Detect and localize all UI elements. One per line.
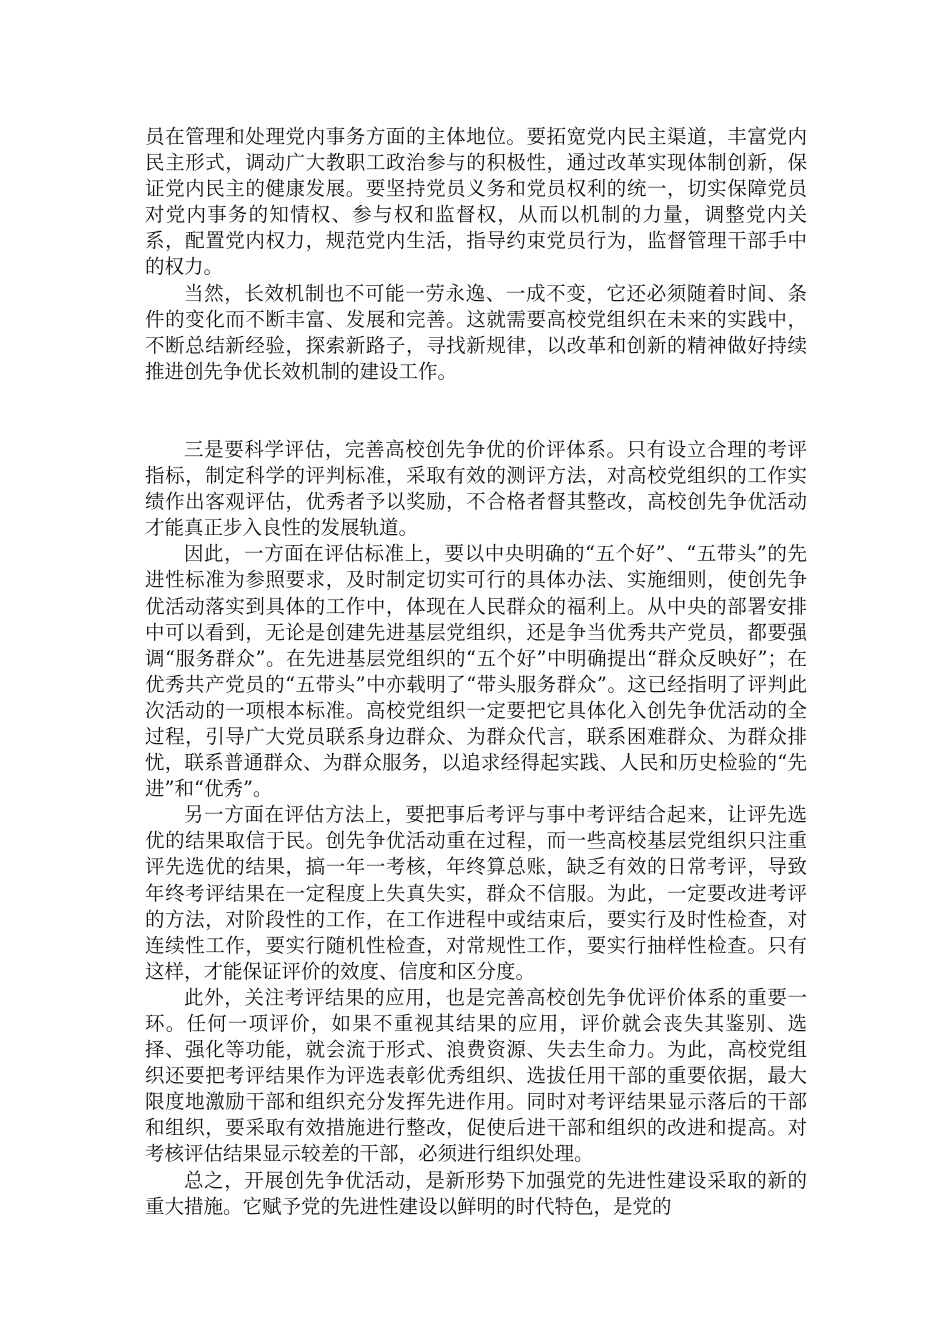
document-page xyxy=(145,124,807,1220)
paragraph-4: 因此，一方面在评估标准上，要以中央明确的“五个好”、“五带头”的先进性标准为参照要求，及时制定切实可行的具体办法、实施细则，使创先争优活动落实到具体的工作中，体现在人民群众的福利上。从中央的部署安排中可以看到，无论是创建先进基层党组织，还是争当优秀共产党员，都要强调“服务群众”。在先进基层党组织的“五个好”中明确提出“群众反映好”；在优秀共产党员的“五带头”中亦载明了“带头服务群众”。这已经指明了评判此次活动的一项根本标准。高校党组织一定要把它具体化入创先争优活动的全过程，引导广大党员联系身边群众、为群众代言，联系困难群众、为群众排忧，联系普通群众、为群众服务，以追求经得起实践、人民和历史检验的“先进”和“优秀”。 xyxy=(145,542,807,801)
paragraph-2: 当然，长效机制也不可能一劳永逸、一成不变，它还必须随着时间、条件的变化而不断丰富、发展和完善。这就需要高校党组织在未来的实践中，不断总结新经验，探索新路子，寻找新规律，以改革和创新的精神做好持续推进创先争优长效机制的建设工作。 xyxy=(145,281,807,383)
paragraph-3: 三是要科学评估，完善高校创先争优的价评体系。只有设立合理的考评指标，制定科学的评判标准，采取有效的测评方法，对高校党组织的工作实绩作出客观评估，优秀者予以奖励，不合格者督其整改，高校创先争优活动才能真正步入良性的发展轨道。 xyxy=(145,437,807,540)
paragraph-6: 此外，关注考评结果的应用，也是完善高校创先争优评价体系的重要一环。任何一项评价，如果不重视其结果的应用，评价就会丧失其鉴别、选择、强化等功能，就会流于形式、浪费资源、失去生命力。为此，高校党组织还要把考评结果作为评选表彰优秀组织、选拔任用干部的重要依据，最大限度地激励干部和组织充分发挥先进作用。同时对考评结果显示落后的干部和组织，要采取有效措施进行整改，促使后进干部和组织的改进和提高。对考核评估结果显示较差的干部，必须进行组织处理。 xyxy=(145,985,807,1166)
section-gap xyxy=(145,385,807,437)
paragraph-7: 总之，开展创先争优活动，是新形势下加强党的先进性建设采取的新的重大措施。它赋予党的先进性建设以鲜明的时代特色，是党的 xyxy=(145,1168,807,1218)
paragraph-5: 另一方面在评估方法上，要把事后考评与事中考评结合起来，让评先选优的结果取信于民。创先争优活动重在过程，而一些高校基层党组织只注重评先选优的结果，搞一年一考核，年终算总账，缺乏有效的日常考评，导致年终考评结果在一定程度上失真失实，群众不信服。为此，一定要改进考评的方法，对阶段性的工作，在工作进程中或结束后，要实行及时性检查，对连续性工作，要实行随机性检查，对常规性工作，要实行抽样性检查。只有这样，才能保证评价的效度、信度和区分度。 xyxy=(145,803,807,983)
paragraph-1: 员在管理和处理党内事务方面的主体地位。要拓宽党内民主渠道，丰富党内民主形式，调动广大教职工政治参与的积极性，通过改革实现体制创新，保证党内民主的健康发展。要坚持党员义务和党员权利的统一，切实保障党员对党内事务的知情权、参与权和监督权，从而以机制的力量，调整党内关系，配置党内权力，规范党内生活，指导约束党员行为，监督管理干部手中的权力。 xyxy=(145,125,807,279)
